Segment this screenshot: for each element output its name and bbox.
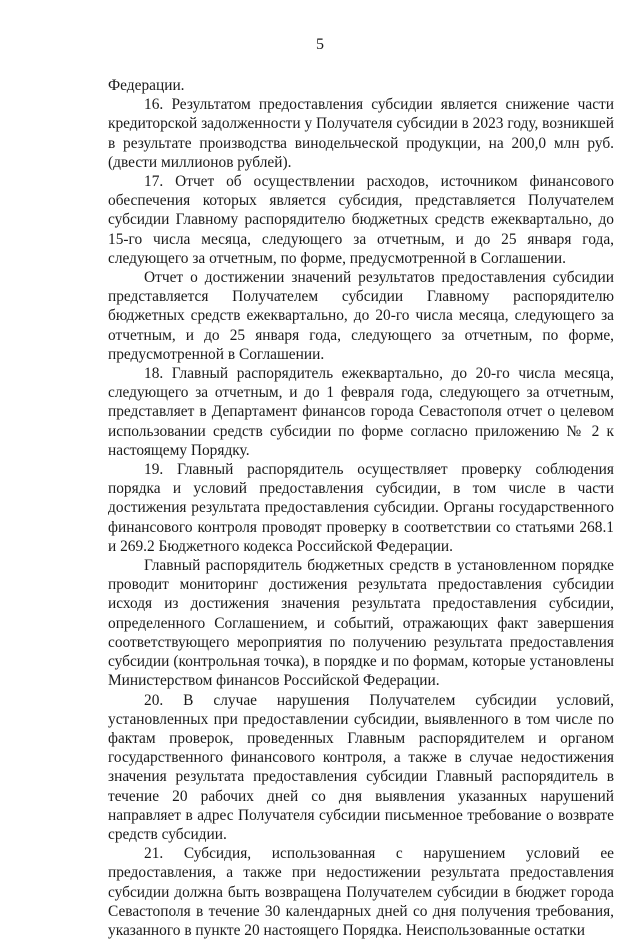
document-body [108, 76, 614, 940]
paragraph-20: 20. В случае нарушения Получателем субсидии условий, установленных при предоставлении субсидии, выявленного в том числе по фактам проверок, проведенных Главным распорядителем и органом государственного финансового контроля, а также в случае недостижения значения результата предоставления субсидии Главный распорядитель в течение 20 рабочих дней со дня выявления указанных нарушений направляет в адрес Получателя субсидии письменное требование о возврате средств субсидии. [108, 691, 614, 843]
paragraph-continuation: Федерации. [108, 77, 185, 94]
paragraph-21: 21. Субсидия, использованная с нарушением условий ее предоставления, а также при недостижении результата предоставления субсидии должна быть возвращена Получателем субсидии в бюджет города Севастополя в течение 30 календарных дней со дня получения требования, указанного в пункте 20 настоящего Порядка. Неиспользованные остатки [108, 845, 614, 939]
page-number: 5 [316, 36, 324, 53]
paragraph-18: 18. Главный распорядитель ежеквартально, до 20-го числа месяца, следующего за отчетным, и до 1 февраля года, следующего за отчетным, представляет в Департамент финансов города Севастополя отчет о целевом использовании средств субсидии по форме согласно приложению № 2 к настоящему Порядку. [108, 365, 614, 459]
paragraph-17-results-report: Отчет о достижении значений результатов предоставления субсидии представляется Получателем субсидии Главному распорядителю бюджетных средств ежеквартально, до 20-го числа месяца, следующего за отчетным, и до 25 января года, следующего за отчетным, по форме, предусмотренной в Соглашении. [108, 269, 614, 363]
paragraph-19: 19. Главный распорядитель осуществляет проверку соблюдения порядка и условий предоставления субсидии, в том числе в части достижения результата предоставления субсидии. Органы государственного финансового контроля проводят проверку в соответствии со статьями 268.1 и 269.2 Бюджетного кодекса Российской Федерации. [108, 461, 614, 555]
paragraph-19-monitoring: Главный распорядитель бюджетных средств в установленном порядке проводит мониторинг достижения результата предоставления субсидии исходя из достижения значения результата предоставления субсидии, определенного Соглашением, и событий, отражающих факт завершения соответствующего мероприятия по получению результата предоставления субсидии (контрольная точка), в порядке и по формам, которые установлены Министерством финансов Российской Федерации. [108, 557, 614, 690]
paragraph-16: 16. Результатом предоставления субсидии является снижение части кредиторской задолженности у Получателя субсидии в 2023 году, возникшей в результате производства винодельческой продукции, на 200,0 млн руб. (двести миллионов рублей). [108, 96, 614, 171]
paragraph-17: 17. Отчет об осуществлении расходов, источником финансового обеспечения которых является субсидия, представляется Получателем субсидии Главному распорядителю бюджетных средств ежеквартально, до 15-го числа месяца, следующего за отчетным, и до 25 января года, следующего за отчетным, по форме, предусмотренной в Соглашении. [108, 173, 614, 267]
